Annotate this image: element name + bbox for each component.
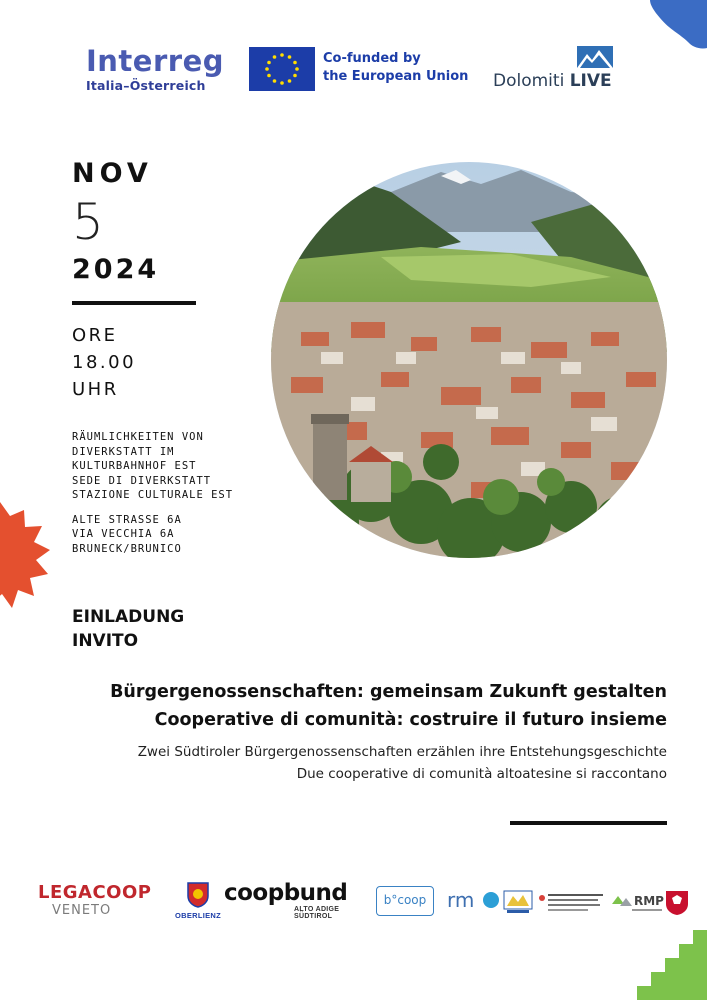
eu-cofunded-text	[323, 50, 483, 86]
event-headline	[40, 678, 667, 734]
headline-de: Bürgergenossenschaften: gemeinsam Zukunft gestalten	[110, 682, 667, 702]
event-day: 5	[72, 193, 104, 251]
venue-line: RÄUMLICHKEITEN VON	[72, 431, 204, 443]
coopbund-name: coopbund	[224, 880, 348, 906]
community-text-logo	[537, 890, 607, 914]
coopbund-logo	[224, 880, 374, 920]
subline-it: Due cooperative di comunità altoatesine si raccontano	[296, 766, 667, 782]
rmp-logo	[612, 890, 664, 914]
headline-it: Cooperative di comunità: costruire il futuro insieme	[154, 710, 667, 730]
time-line: ORE	[72, 325, 118, 346]
event-venue	[72, 430, 233, 556]
bcoop-logo: b°coop	[376, 886, 434, 916]
decorative-orange-burst	[0, 502, 54, 612]
oberlienz-name: OBERLIENZ	[174, 911, 222, 920]
address-line: ALTE STRASSE 6A	[72, 513, 182, 526]
eu-flag-icon	[249, 47, 315, 91]
venue-line: STAZIONE CULTURALE EST	[72, 489, 234, 501]
invitation-it: INVITO	[72, 631, 139, 651]
invitation-de: EINLADUNG	[72, 607, 185, 627]
oberlienz-logo	[170, 882, 226, 920]
venue-line: SEDE DI DIVERKSTATT	[72, 474, 212, 487]
dolomiti-live-logo	[493, 46, 623, 94]
dolomiti-live-text	[493, 71, 612, 91]
venue-line: DIVERKSTATT IM	[72, 445, 175, 458]
date-divider	[72, 301, 196, 305]
rm-logo-dot	[483, 892, 499, 908]
eu-text-line1: Co-funded by	[323, 51, 421, 66]
rmp-name: RMP	[634, 894, 664, 908]
event-time	[72, 322, 136, 403]
event-subline	[40, 741, 667, 785]
interreg-subtitle: Italia–Österreich	[86, 78, 206, 93]
dolomiti-live-suffix: LIVE	[569, 71, 612, 91]
decorative-green-stairs	[637, 930, 707, 1000]
coopbund-subtitle: ALTO ADIGE SÜDTIROL	[294, 906, 340, 920]
address-line: BRUNECK/BRUNICO	[72, 542, 182, 555]
legacoop-logo	[38, 882, 158, 918]
event-month: NOV	[72, 158, 153, 189]
bottom-divider	[510, 821, 667, 825]
event-year: 2024	[72, 254, 160, 285]
oberlienz-crest-icon	[187, 882, 209, 908]
legacoop-region: VENETO	[52, 903, 112, 918]
land-tirol-crest-icon	[665, 890, 689, 916]
interreg-logo	[86, 46, 236, 93]
address-line: VIA VECCHIA 6A	[72, 528, 175, 540]
interreg-name: Interreg	[86, 44, 224, 78]
legacoop-name: LEGACOOP	[38, 882, 152, 903]
mountain-icon	[577, 46, 613, 68]
decorative-blue-blob	[650, 0, 707, 52]
eu-text-line2: the European Union	[323, 69, 469, 84]
time-line: UHR	[72, 379, 119, 400]
dolomiti-name: Dolomiti	[493, 71, 565, 91]
regional-crest-icon	[503, 890, 533, 914]
rm-logo: rm	[447, 888, 475, 912]
town-aerial-photo	[271, 162, 667, 558]
subline-de: Zwei Südtiroler Bürgergenossenschaften erzählen ihre Entstehungsgeschichte	[137, 744, 667, 760]
time-line: 18.00	[72, 352, 137, 373]
venue-line: KULTURBAHNHOF EST	[72, 460, 197, 472]
invitation-label	[72, 605, 184, 653]
